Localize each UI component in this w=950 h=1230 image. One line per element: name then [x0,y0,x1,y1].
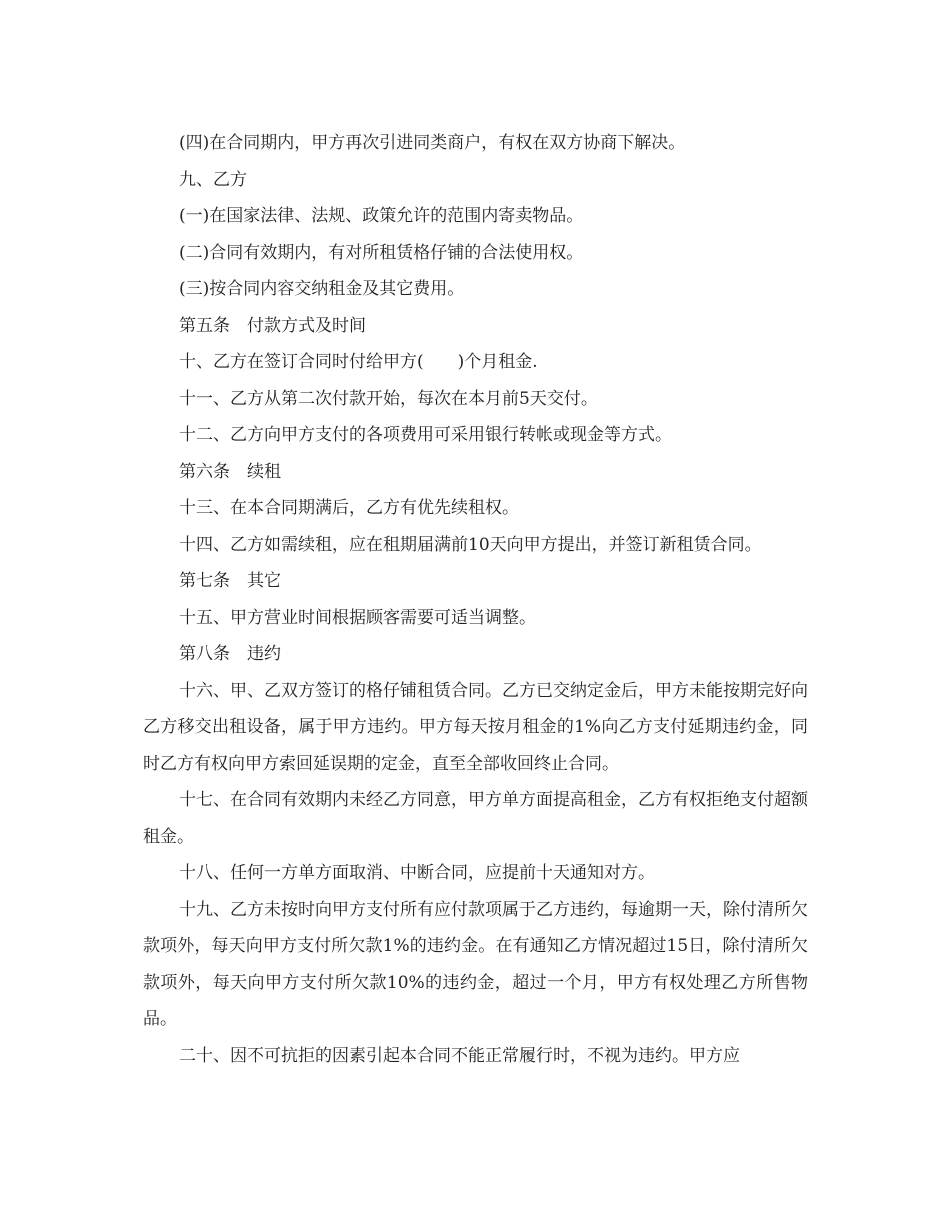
section-10-paragraph: 十、乙方在签订合同时付给甲方( )个月租金. [179,352,538,372]
clause-4-paragraph: (四)在合同期内，甲方再次引进同类商户，有权在双方协商下解决。 [179,133,686,153]
section-16-paragraph: 十六、甲、乙双方签订的格仔铺租赁合同。乙方已交纳定金后，甲方未能按期完好向乙方移交出租设备，属于甲方违约。甲方每天按月租金的1%向乙方支付延期违约金，同时乙方有权向甲方索回延误期的定金，直至全部收回终止合同。 [143,680,808,774]
document-body [143,125,808,1074]
clause-2-paragraph: (二)合同有效期内，有对所租赁格仔铺的合法使用权。 [179,242,584,263]
section-20-paragraph: 二十、因不可抗拒的因素引起本合同不能正常履行时，不视为违约。甲方应 [179,1045,740,1066]
clause-1-paragraph: (一)在国家法律、法规、政策允许的范围内寄卖物品。 [179,206,584,226]
article-6-heading: 第六条 续租 [179,461,281,482]
section-17-paragraph: 十七、在合同有效期内未经乙方同意，甲方单方面提高租金，乙方有权拒绝支付超额租金。 [143,790,808,847]
section-11-paragraph: 十一、乙方从第二次付款开始，每次在本月前5天交付。 [179,388,598,409]
section-9-heading: 九、乙方 [179,169,247,190]
section-14-paragraph: 十四、乙方如需续租，应在租期届满前10天向甲方提出，并签订新租赁合同。 [179,534,762,555]
article-8-heading: 第八条 违约 [179,644,281,664]
clause-3-paragraph: (三)按合同内容交纳租金及其它费用。 [179,279,465,299]
article-7-heading: 第七条 其它 [179,571,281,591]
section-13-paragraph: 十三、在本合同期满后，乙方有优先续租权。 [179,498,519,518]
section-15-paragraph: 十五、甲方营业时间根据顾客需要可适当调整。 [179,607,536,628]
section-19-paragraph: 十九、乙方未按时向甲方支付所有应付款项属于乙方违约，每逾期一天，除付清所欠款项外，每天向甲方支付所欠款1%的违约金。在有通知乙方情况超过15日，除付清所欠款项外，每天向甲方支付所欠款10%的违约金，超过一个月，甲方有权处理乙方所售物品。 [143,899,808,1029]
section-12-paragraph: 十二、乙方向甲方支付的各项费用可采用银行转帐或现金等方式。 [179,425,672,445]
article-5-heading: 第五条 付款方式及时间 [179,315,366,336]
section-18-paragraph: 十八、任何一方单方面取消、中断合同，应提前十天通知对方。 [179,863,655,883]
